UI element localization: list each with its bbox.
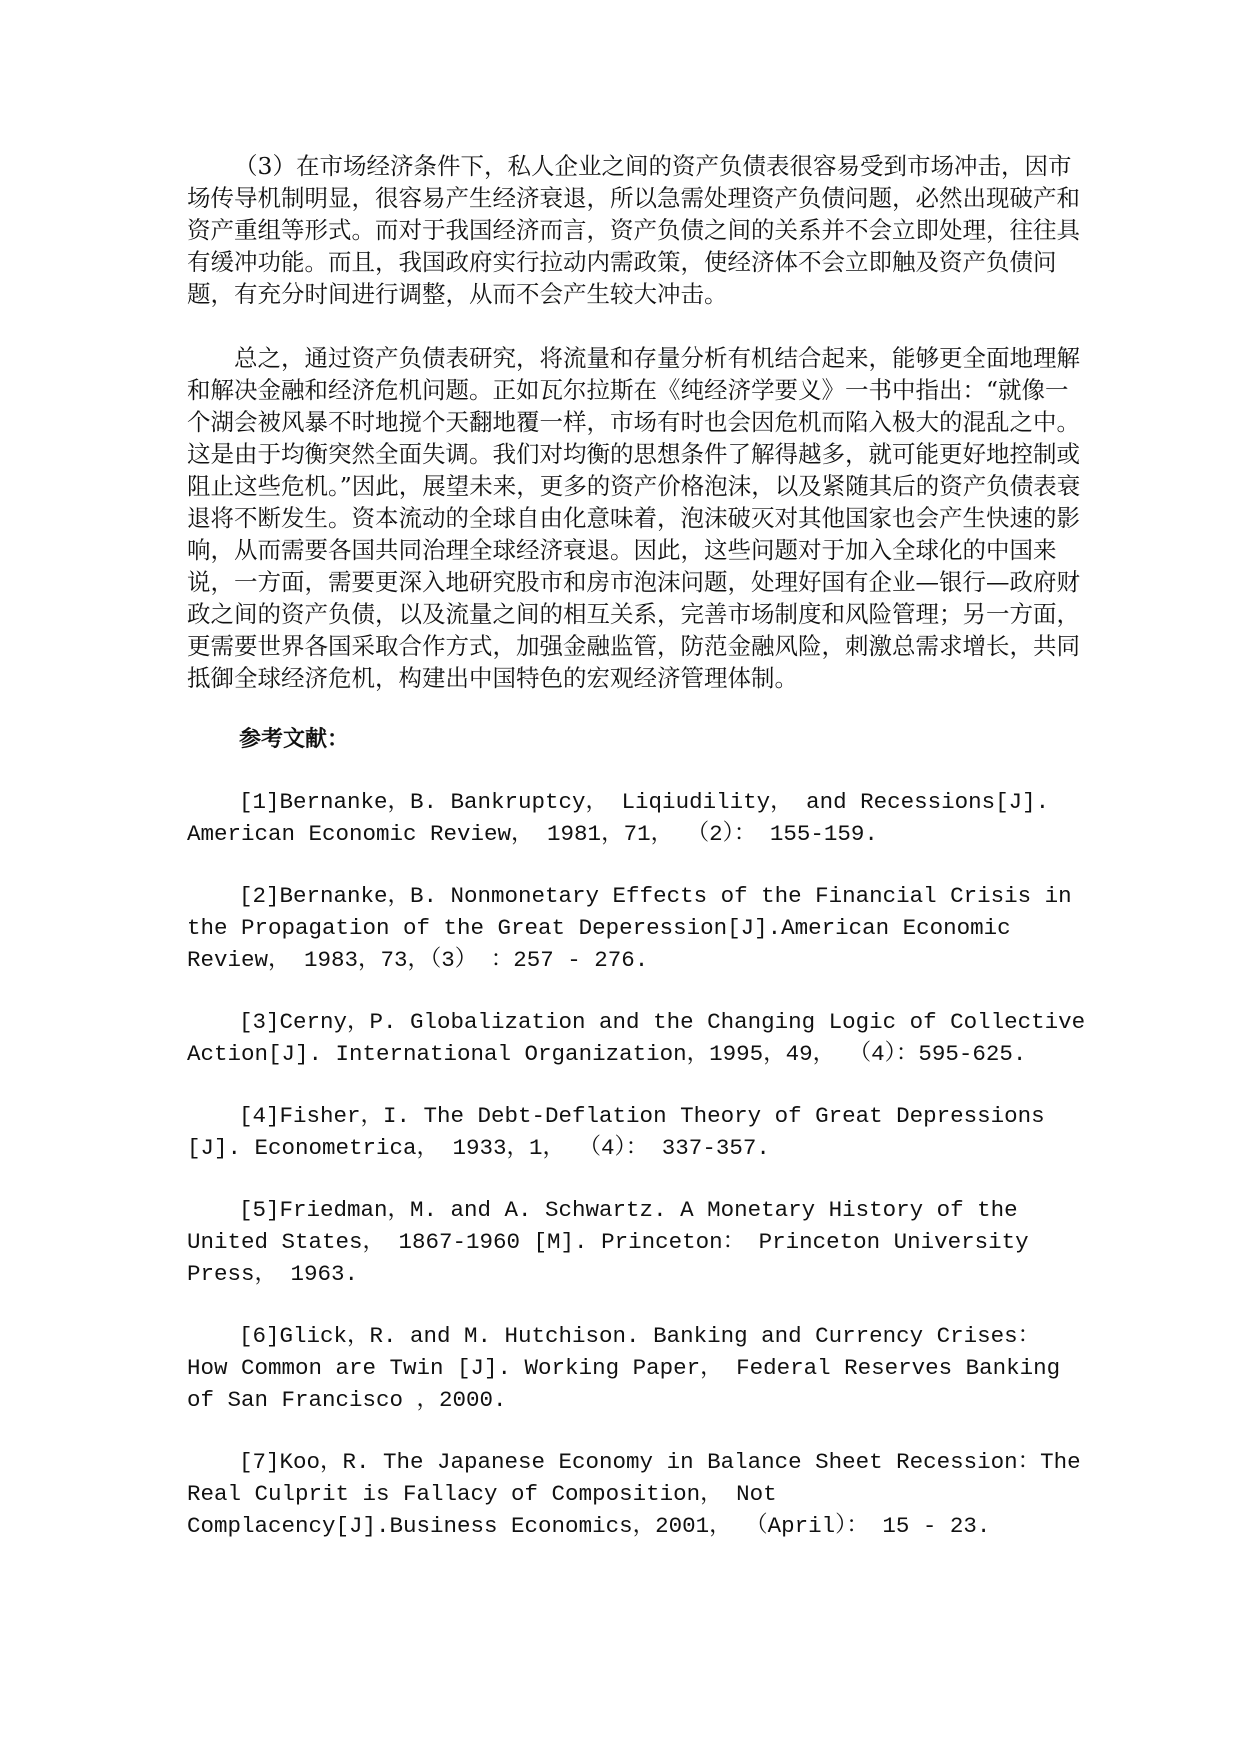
reference-item-4: [4]Fisher，I. The Debt-Deflation Theory of Great Depressions [J]. Econometrica， 1933，1， （4）： 337-357.	[187, 1103, 1045, 1161]
reference-item-6: [6]Glick，R. and M. Hutchison. Banking and Currency Crises： How Common are Twin [J]. Working Paper， Federal Reserves Banking of San Francisco ，2000.	[187, 1323, 1061, 1413]
reference-item-3: [3]Cerny，P. Globalization and the Changing Logic of Collective Action[J]. International Organization，1995，49， （4）：595-625.	[187, 1009, 1086, 1067]
reference-item-1: [1]Bernanke，B. Bankruptcy， Liqiudility， and Recessions[J]. American Economic Review， 1981，71， （2）： 155-159.	[187, 789, 1050, 847]
reference-item-5: [5]Friedman，M. and A. Schwartz. A Monetary History of the United States， 1867-1960 [M]. Princeton： Princeton University Press， 1963.	[187, 1197, 1029, 1287]
body-paragraph-2: 总之，通过资产负债表研究，将流量和存量分析有机结合起来，能够更全面地理解和解决金融和经济危机问题。正如瓦尔拉斯在《纯经济学要义》一书中指出：“就像一个湖会被风暴不时地搅个天翻地覆一样，市场有时也会因危机而陷入极大的混乱之中。这是由于均衡突然全面失调。我们对均衡的思想条件了解得越多，就可能更好地控制或阻止这些危机。”因此，展望未来，更多的资产价格泡沫，以及紧随其后的资产负债表衰退将不断发生。资本流动的全球自由化意味着，泡沫破灭对其他国家也会产生快速的影响，从而需要各国共同治理全球经济衰退。因此，这些问题对于加入全球化的中国来说，一方面，需要更深入地研究股市和房市泡沫问题，处理好国有企业—银行—政府财政之间的资产负债，以及流量之间的相互关系，完善市场制度和风险管理；另一方面，更需要世界各国采取合作方式，加强金融监管，防范金融风险，刺激总需求增长，共同抵御全球经济危机，构建出中国特色的宏观经济管理体制。	[187, 344, 1081, 692]
reference-item-7: [7]Koo，R. The Japanese Economy in Balance Sheet Recession：The Real Culprit is Fallacy of Composition， Not Complacency[J].Business Economics，2001， （April）： 15 - 23.	[187, 1449, 1081, 1539]
body-paragraph-1: （3）在市场经济条件下，私人企业之间的资产负债表很容易受到市场冲击，因市场传导机制明显，很容易产生经济衰退，所以急需处理资产负债问题，必然出现破产和资产重组等形式。而对于我国经济而言，资产负债之间的关系并不会立即处理，往往具有缓冲功能。而且，我国政府实行拉动内需政策，使经济体不会立即触及资产负债问题，有充分时间进行调整，从而不会产生较大冲击。	[187, 152, 1080, 308]
references-heading: 参考文献：	[239, 727, 350, 752]
document-page	[187, 150, 1087, 1542]
reference-item-2: [2]Bernanke，B. Nonmonetary Effects of the Financial Crisis in the Propagation of the Great Deperession[J].American Economic Review， 1983，73，（3） ：257 - 276.	[187, 883, 1072, 973]
reference-list	[187, 786, 1087, 1542]
